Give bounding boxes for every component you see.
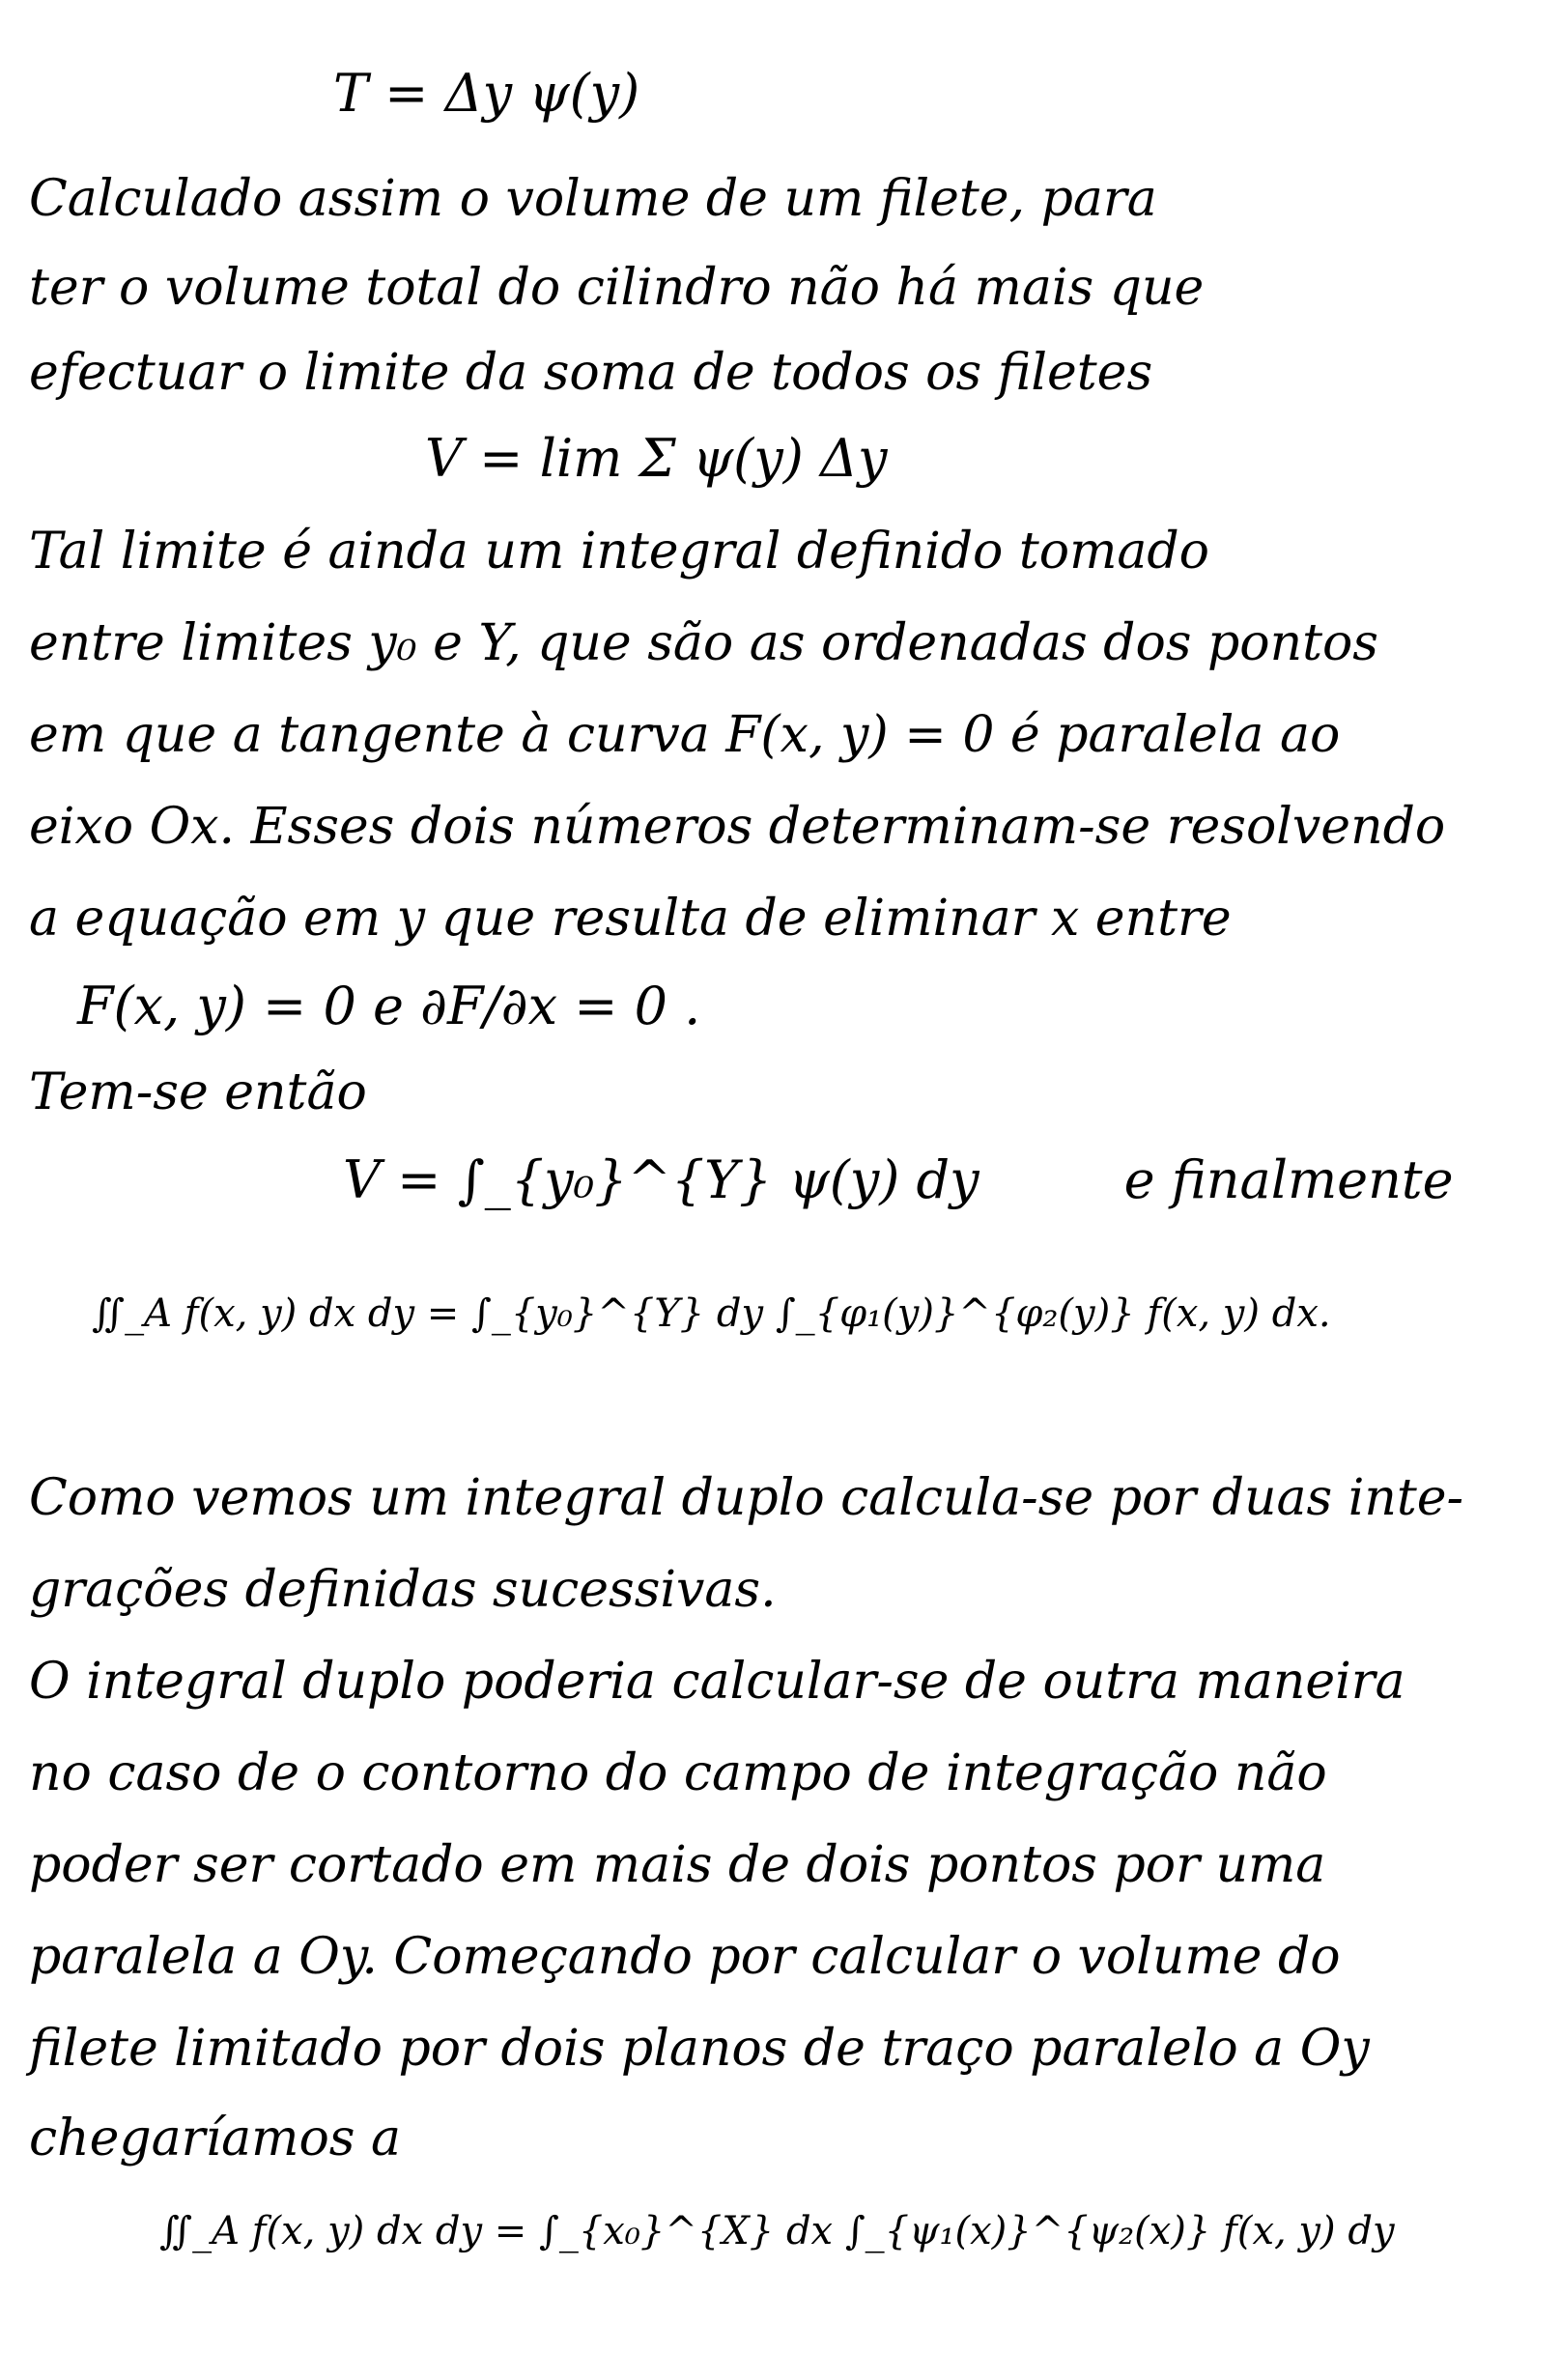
text-line: paralela a Oy. Começando por calcular o volume do xyxy=(29,1928,1341,1986)
text-line: entre limites y₀ e Y, que são as ordenadas dos pontos xyxy=(29,614,1378,672)
text-line: a equação em y que resulta de eliminar x entre xyxy=(29,890,1232,948)
formula-elimination-conditions: F(x, y) = 0 e ∂F/∂x = 0 . xyxy=(77,976,701,1036)
text-line: eixo Ox. Esses dois números determinam-se resolvendo xyxy=(29,798,1446,856)
formula-volume-integral xyxy=(343,1149,1454,1210)
text-line: no caso de o contorno do campo de integração não xyxy=(29,1744,1327,1802)
text-line: Como vemos um integral duplo calcula-se por duas inte- xyxy=(29,1469,1464,1527)
text-line: grações definidas sucessivas. xyxy=(29,1561,777,1619)
text-line: Tem-se então xyxy=(29,1063,367,1121)
volume-integral: V = ∫_{y₀}^{Y} ψ(y) dy xyxy=(343,1149,979,1210)
text-line: filete limitado por dois planos de traço paralelo a Oy xyxy=(29,2020,1370,2078)
text-line: O integral duplo poderia calcular-se de outra maneira xyxy=(29,1653,1405,1711)
text-line: chegaríamos a xyxy=(29,2110,401,2168)
formula-double-integral-dy-first: ∬_A f(x, y) dx dy = ∫_{y₀}^{Y} dy ∫_{φ₁(y)}^{φ₂(y)} f(x, y) dx. xyxy=(92,1291,1331,1336)
text-line: Tal limite é ainda um integral definido tomado xyxy=(29,523,1209,581)
formula-filament-volume: T = Δy ψ(y) xyxy=(333,63,640,124)
formula-double-integral-dx-first: ∬_A f(x, y) dx dy = ∫_{x₀}^{X} dx ∫_{ψ₁(x)}^{ψ₂(x)} f(x, y) dy xyxy=(159,2209,1395,2253)
text-line: Calculado assim o volume de um filete, para xyxy=(29,170,1157,228)
text-line: ter o volume total do cilindro não há mais que xyxy=(29,259,1205,317)
text-line: poder ser cortado em mais de dois pontos por uma xyxy=(29,1836,1326,1894)
text-line: efectuar o limite da soma de todos os filetes xyxy=(29,344,1153,402)
text-line: em que a tangente à curva F(x, y) = 0 é paralela ao xyxy=(29,706,1341,764)
text-finally: e finalmente xyxy=(1123,1149,1454,1210)
formula-volume-limit: V = lim Σ ψ(y) Δy xyxy=(425,428,888,489)
